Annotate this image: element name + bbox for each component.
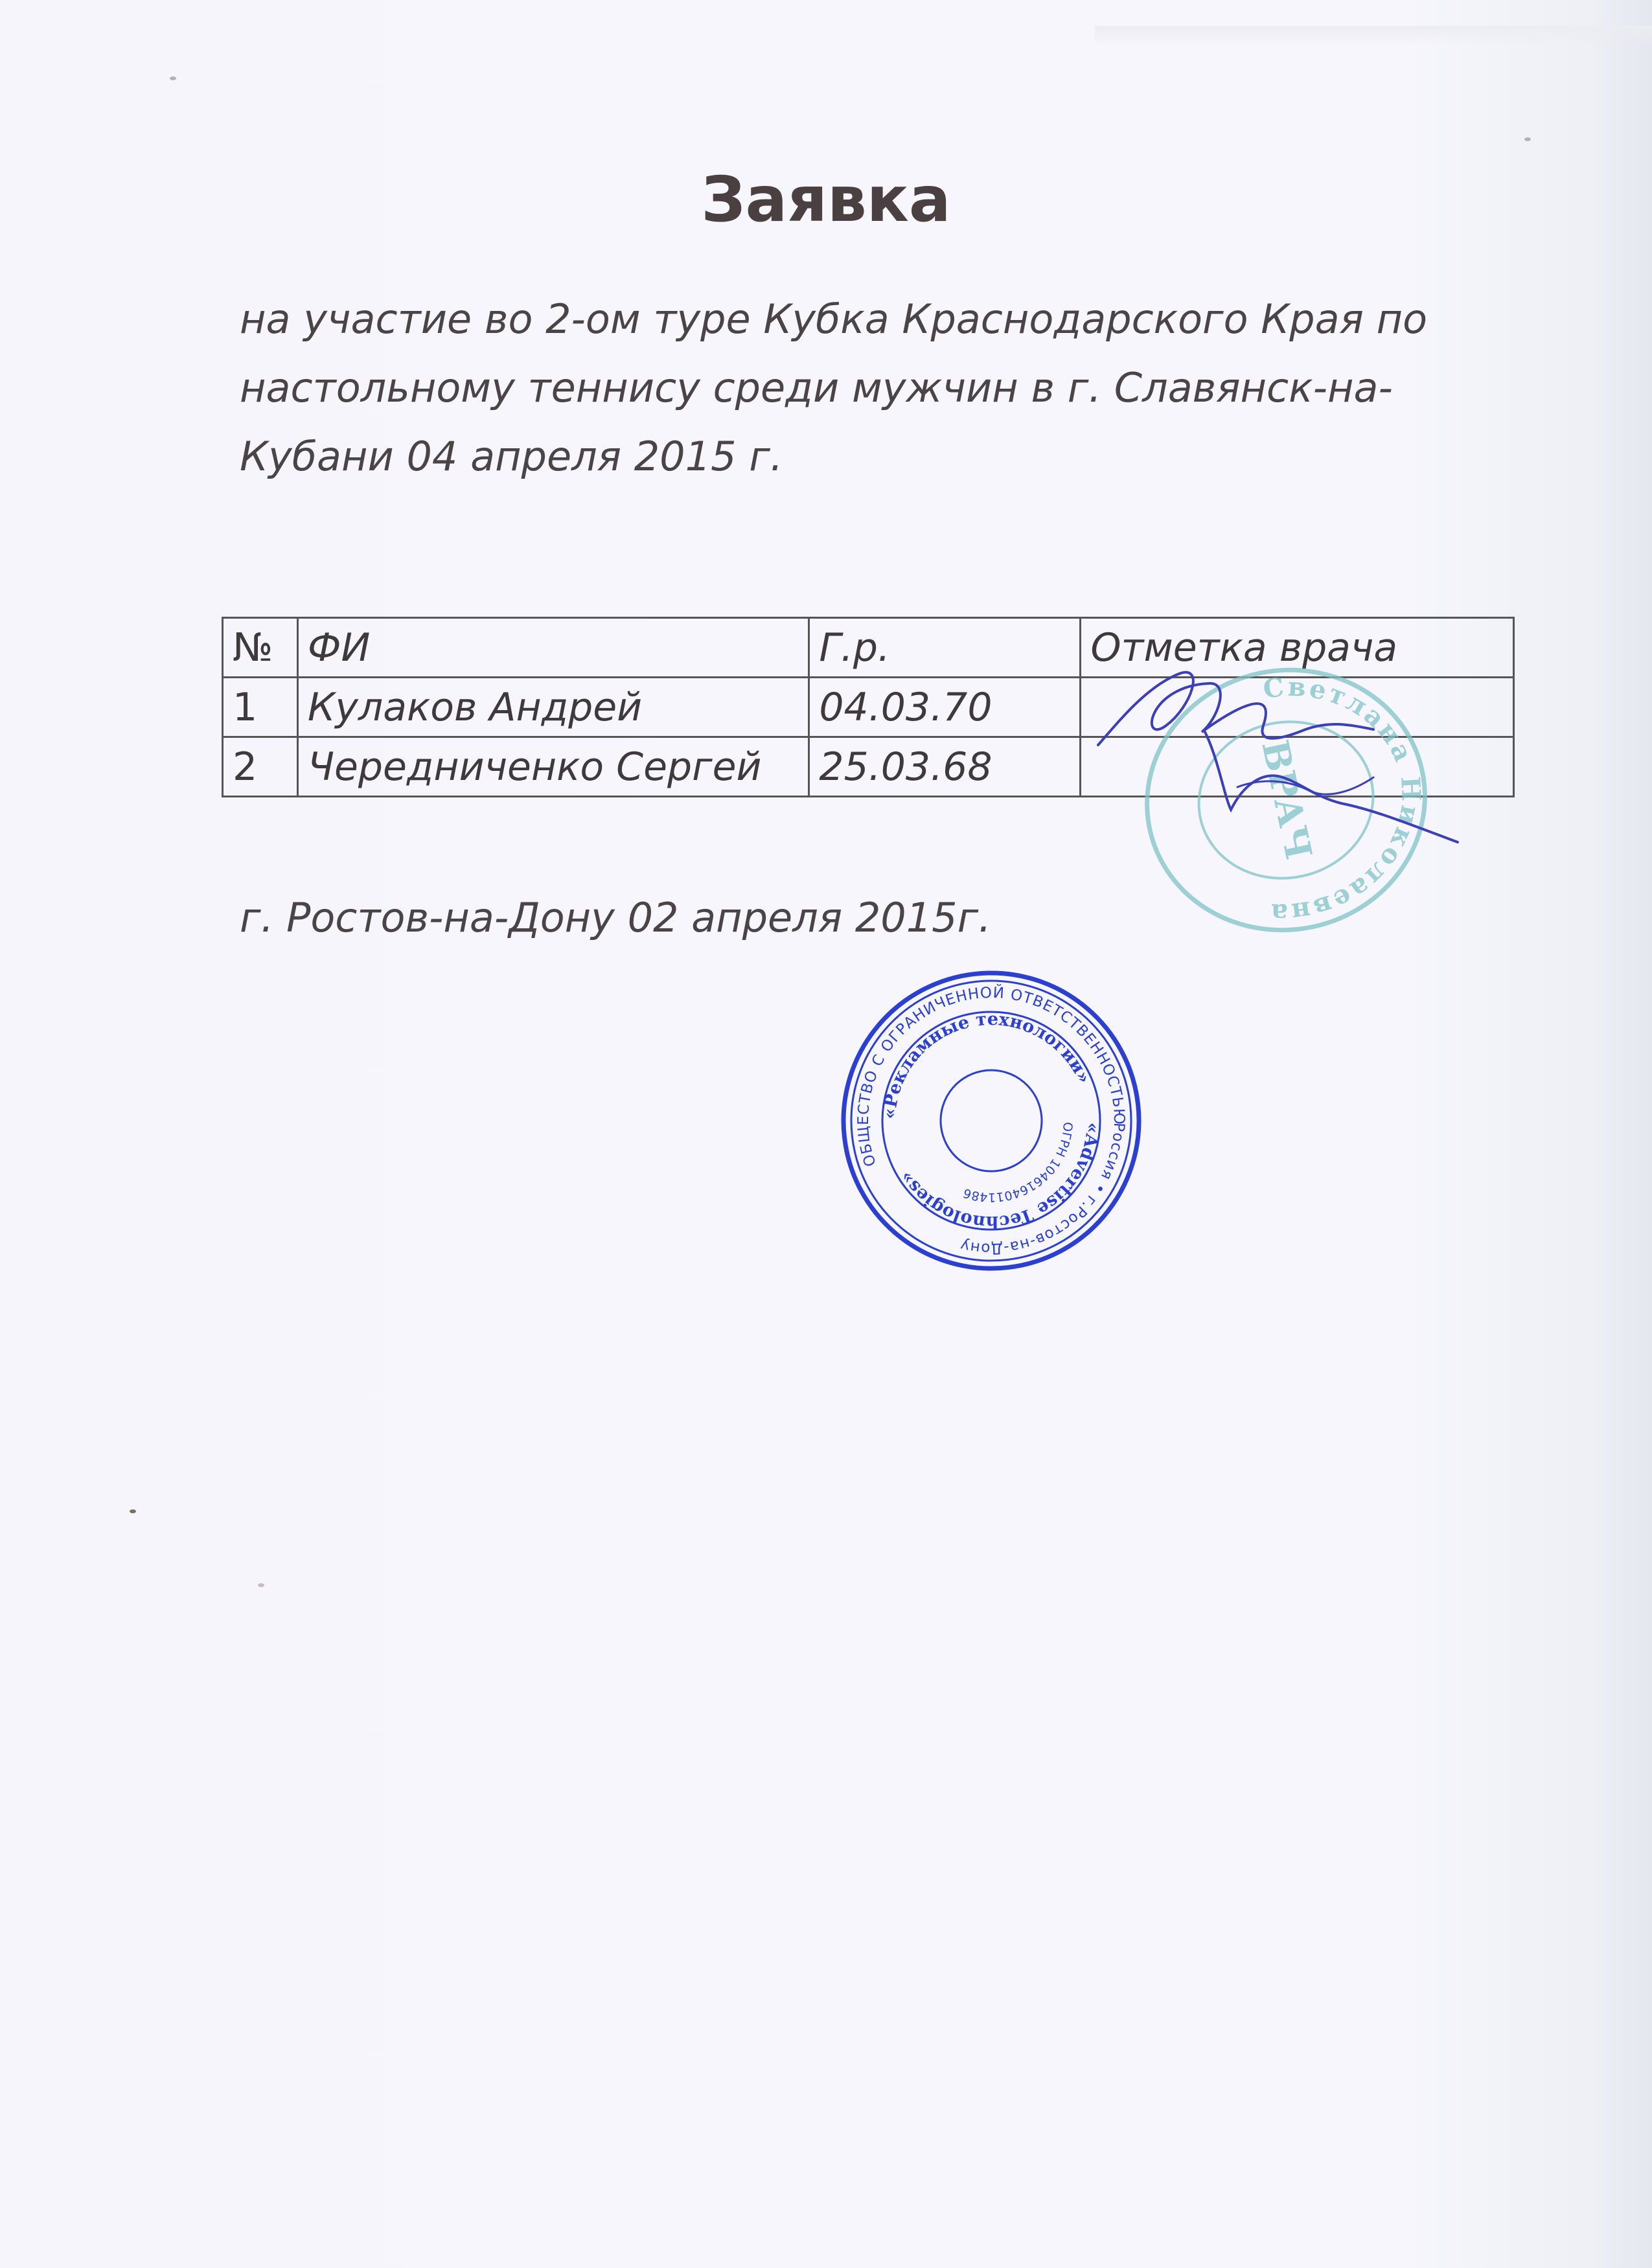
- header-birth: Г.р.: [809, 618, 1081, 678]
- scan-speck: [130, 1509, 136, 1513]
- row-number: 1: [223, 678, 298, 737]
- subtitle-line-2: настольному теннису среди мужчин в г. Славянск-на-: [240, 364, 1393, 411]
- scan-edge-shadow: [1095, 26, 1652, 45]
- row-name: Чередниченко Сергей: [297, 737, 809, 797]
- scan-speck: [170, 76, 176, 80]
- subtitle-line-3: Кубани 04 апреля 2015 г.: [240, 433, 783, 480]
- company-stamp-name-ru: «Рекламные технологии»: [879, 1009, 1095, 1120]
- company-stamp-location: Россия • г.Ростов-на-Дону: [958, 1122, 1128, 1257]
- company-stamp-name-en: «Advertise Technologies»: [895, 1121, 1103, 1233]
- row-birth: 04.03.70: [809, 678, 1081, 737]
- header-doctor-mark: Отметка врача: [1081, 618, 1514, 678]
- doctor-stamp-name: Светлана Николаевна: [1261, 671, 1427, 929]
- row-birth: 25.03.68: [809, 737, 1081, 797]
- document-footer: г. Ростов-на-Дону 02 апреля 2015г.: [240, 894, 991, 941]
- scan-speck: [1524, 137, 1531, 141]
- header-number: №: [223, 618, 298, 678]
- company-stamp-outer: ОБЩЕСТВО С ОГРАНИЧЕННОЙ ОТВЕТСТВЕННОСТЬЮ: [855, 984, 1128, 1169]
- subtitle-line-1: на участие во 2-ом туре Кубка Краснодарского Края по: [240, 295, 1428, 343]
- document-subtitle: [240, 285, 1471, 491]
- doctor-signature: [1069, 648, 1471, 855]
- doctor-stamp-label: ВРАЧ: [1253, 736, 1320, 864]
- company-stamp: [836, 965, 1147, 1276]
- scan-speck: [258, 1583, 264, 1587]
- header-name: ФИ: [297, 618, 809, 678]
- row-name: Кулаков Андрей: [297, 678, 809, 737]
- company-stamp-ogrn: ОГРН 1046164011486: [961, 1121, 1075, 1205]
- document-title: Заявка: [701, 163, 951, 236]
- row-number: 2: [223, 737, 298, 797]
